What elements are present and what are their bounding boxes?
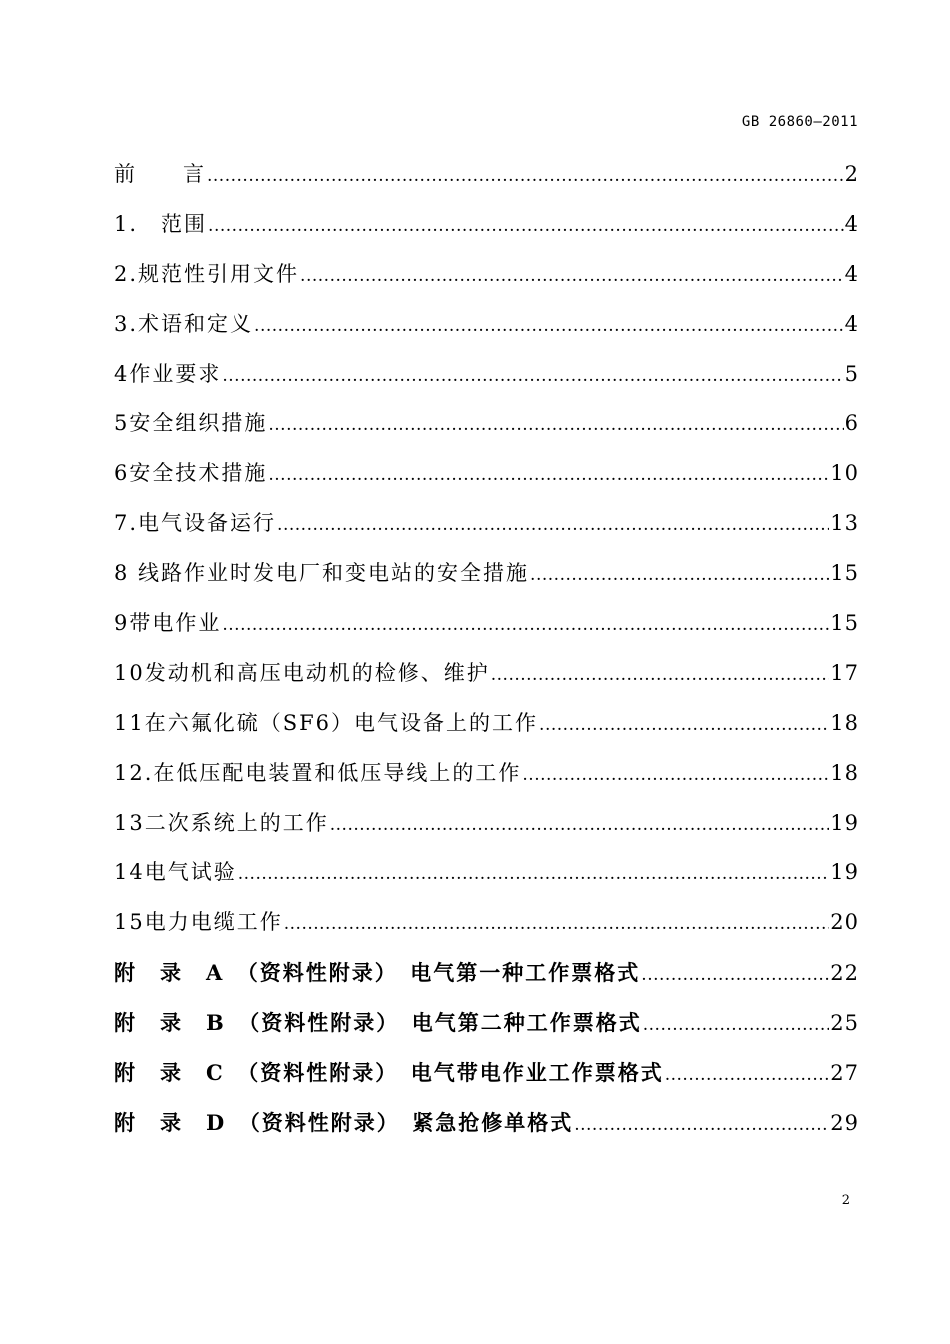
table-of-contents [114,150,859,1148]
toc-entry-page: 19 [830,860,859,885]
dot-leader [530,551,829,601]
toc-entry-title: 7.电气设备运行 [114,511,277,536]
toc-entry[interactable] [114,200,859,250]
toc-entry-title: 9带电作业 [114,611,222,636]
toc-entry[interactable] [114,948,859,998]
toc-entry-title: 11在六氟化硫（SF6）电气设备上的工作 [114,710,539,735]
dot-leader [238,850,830,900]
toc-entry-page: 19 [830,810,859,835]
dot-leader [641,951,829,1001]
toc-entry[interactable] [114,150,859,200]
toc-entry-page: 4 [844,211,859,236]
toc-entry-page: 20 [830,910,859,935]
toc-entry-title: 15电力电缆工作 [114,910,283,935]
toc-entry[interactable] [114,1048,859,1098]
dot-leader [277,501,829,551]
dot-leader [665,1051,830,1101]
standard-code: GB 26860—2011 [741,114,858,130]
toc-entry-title: 附 录 A （资料性附录） 电气第一种工作票格式 [114,960,641,986]
toc-entry-page: 2 [844,162,859,186]
dot-leader [522,751,829,801]
toc-entry[interactable] [114,699,859,749]
toc-entry[interactable] [114,998,859,1048]
toc-entry-title: 6安全技术措施 [114,461,268,486]
toc-entry[interactable] [114,549,859,599]
toc-entry-title: 附 录 D （资料性附录） 紧急抢修单格式 [114,1109,574,1135]
toc-entry[interactable] [114,749,859,799]
toc-entry[interactable] [114,848,859,898]
toc-entry[interactable] [114,350,859,400]
dot-leader [284,900,830,950]
toc-entry[interactable] [114,499,859,549]
toc-entry-title: 附 录 B （资料性附录） 电气第二种工作票格式 [114,1010,642,1036]
toc-entry[interactable] [114,599,859,649]
toc-entry-page: 4 [844,311,859,336]
toc-entry-title: 10发动机和高压电动机的检修、维护 [114,660,490,685]
toc-entry-page: 22 [830,961,859,986]
toc-entry-title: 附 录 C （资料性附录） 电气带电作业工作票格式 [114,1060,664,1086]
dot-leader [300,252,844,302]
dot-leader [254,302,844,352]
toc-entry-page: 10 [830,461,859,486]
toc-entry-title: 14电气试验 [114,860,237,885]
toc-entry-title: 13二次系统上的工作 [114,810,329,835]
dot-leader [268,451,829,501]
page-number: 2 [841,1193,850,1208]
toc-entry-page: 27 [830,1061,859,1086]
toc-entry-title: 5安全组织措施 [114,411,268,436]
dot-leader [268,401,843,451]
dot-leader [330,801,830,851]
toc-entry[interactable] [114,799,859,849]
toc-entry-page: 4 [844,261,859,286]
toc-entry-title: 4作业要求 [114,361,222,386]
toc-entry[interactable] [114,1098,859,1148]
dot-leader [222,352,843,402]
toc-entry-title: 前 言 [114,162,206,186]
toc-entry-page: 18 [830,760,859,785]
dot-leader [574,1101,829,1151]
dot-leader [208,202,844,252]
dot-leader [207,152,844,202]
toc-entry-title: 3.术语和定义 [114,311,254,336]
dot-leader [222,601,829,651]
toc-entry-title: 2.规范性引用文件 [114,261,300,286]
toc-entry-page: 29 [830,1110,859,1135]
toc-entry-page: 6 [844,411,859,436]
dot-leader [539,701,829,751]
toc-entry[interactable] [114,399,859,449]
toc-entry-page: 15 [830,561,859,586]
toc-entry[interactable] [114,300,859,350]
dot-leader [491,651,830,701]
toc-entry-page: 13 [830,511,859,536]
toc-entry-page: 18 [830,710,859,735]
toc-entry[interactable] [114,250,859,300]
toc-entry[interactable] [114,649,859,699]
toc-entry-page: 5 [844,361,859,386]
toc-entry[interactable] [114,898,859,948]
toc-entry-title: 8 线路作业时发电厂和变电站的安全措施 [114,561,530,586]
toc-entry-page: 17 [830,660,859,685]
toc-entry-title: 1. 范围 [114,211,208,236]
toc-entry[interactable] [114,449,859,499]
toc-entry-page: 15 [830,611,859,636]
dot-leader [643,1001,830,1051]
toc-entry-page: 25 [830,1011,859,1036]
toc-entry-title: 12.在低压配电装置和低压导线上的工作 [114,760,522,785]
